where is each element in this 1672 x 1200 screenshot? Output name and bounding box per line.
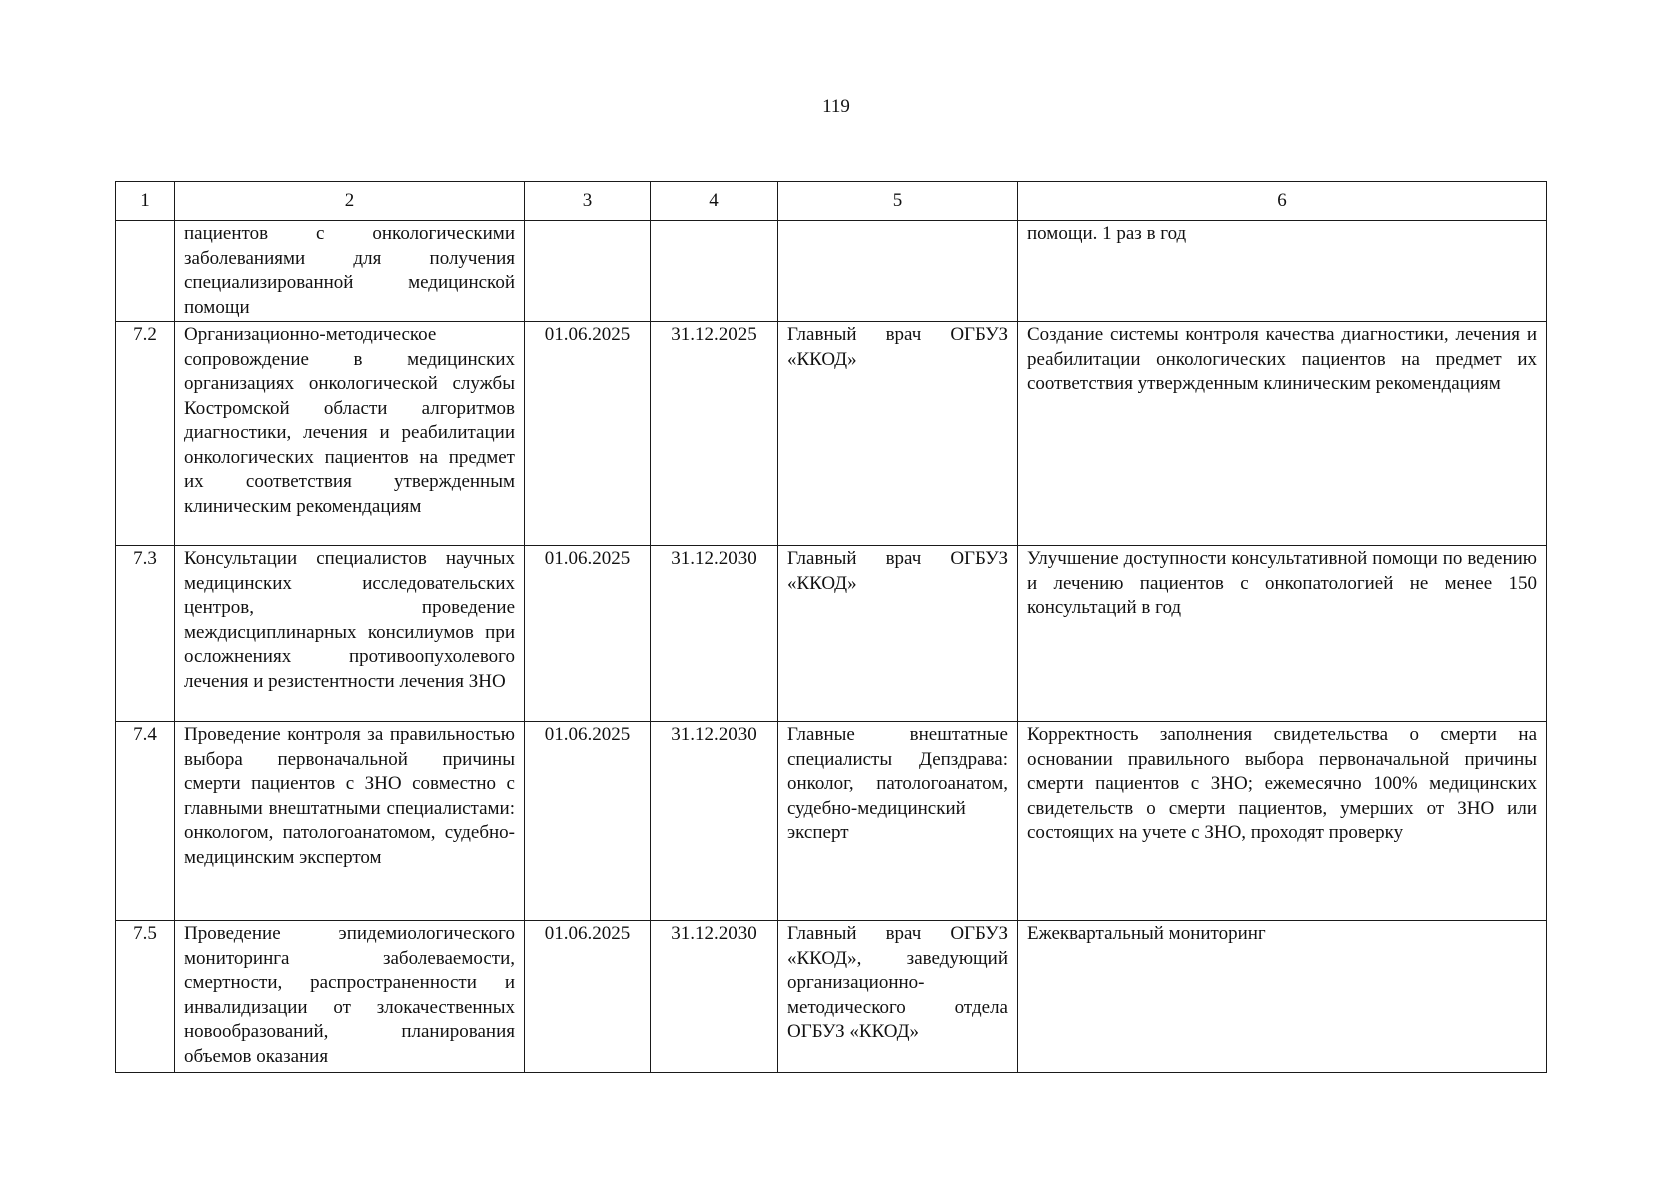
expected-result: Улучшение доступности консультативной помощи по ведению и лечению пациентов с онкопатологией не менее 150 консультаций в год	[1018, 546, 1547, 722]
expected-result: Корректность заполнения свидетельства о смерти на основании правильного выбора первоначальной причины смерти пациентов с ЗНО; ежемесячно 100% медицинских свидетельств о смерти пациентов, умерших от ЗНО или состоящих на учете с ЗНО, проходят проверку	[1018, 722, 1547, 921]
expected-result: помощи. 1 раз в год	[1018, 221, 1547, 322]
header-col-1: 1	[116, 182, 175, 221]
header-col-6: 6	[1018, 182, 1547, 221]
table-row	[116, 546, 1547, 722]
event-description: Проведение эпидемиологического мониторинга заболеваемости, смертности, распространенности и инвалидизации от злокачественных новообразований, планирования объемов оказания	[175, 921, 525, 1073]
responsible	[778, 221, 1018, 322]
start-date: 01.06.2025	[525, 546, 651, 722]
end-date: 31.12.2030	[651, 921, 778, 1073]
end-date: 31.12.2030	[651, 722, 778, 921]
table-row	[116, 921, 1547, 1073]
table-row	[116, 322, 1547, 546]
start-date: 01.06.2025	[525, 921, 651, 1073]
table-row	[116, 221, 1547, 322]
header-col-2: 2	[175, 182, 525, 221]
start-date: 01.06.2025	[525, 322, 651, 546]
end-date: 31.12.2025	[651, 322, 778, 546]
expected-result: Ежеквартальный мониторинг	[1018, 921, 1547, 1073]
row-number: 7.2	[116, 322, 175, 546]
header-col-3: 3	[525, 182, 651, 221]
start-date: 01.06.2025	[525, 722, 651, 921]
header-col-4: 4	[651, 182, 778, 221]
table-header-row	[116, 182, 1547, 221]
event-description: Проведение контроля за правильностью выбора первоначальной причины смерти пациентов с ЗНО совместно с главными внештатными специалистами: онкологом, патологоанатомом, судебно-медицинским экспертом	[175, 722, 525, 921]
page-number: 119	[822, 96, 850, 117]
event-description: Организационно-методическое сопровождение в медицинских организациях онкологической службы Костромской области алгоритмов диагностики, лечения и реабилитации онкологических пациентов на предмет их соответствия утвержденным клиническим рекомендациям	[175, 322, 525, 546]
header-col-5: 5	[778, 182, 1018, 221]
event-description: пациентов с онкологическими заболеваниями для получения специализированной медицинской помощи	[175, 221, 525, 322]
responsible: Главный врач ОГБУЗ «ККОД»	[778, 322, 1018, 546]
row-number: 7.5	[116, 921, 175, 1073]
row-number	[116, 221, 175, 322]
row-number: 7.4	[116, 722, 175, 921]
end-date	[651, 221, 778, 322]
event-description: Консультации специалистов научных медицинских исследовательских центров, проведение междисциплинарных консилиумов при осложнениях противоопухолевого лечения и резистентности лечения ЗНО	[175, 546, 525, 722]
responsible: Главные внештатные специалисты Депздрава: онколог, патологоанатом, судебно-медицинский эксперт	[778, 722, 1018, 921]
responsible: Главный врач ОГБУЗ «ККОД»	[778, 546, 1018, 722]
row-number: 7.3	[116, 546, 175, 722]
plan-table	[115, 181, 1547, 1073]
end-date: 31.12.2030	[651, 546, 778, 722]
table-row	[116, 722, 1547, 921]
expected-result: Создание системы контроля качества диагностики, лечения и реабилитации онкологических пациентов на предмет их соответствия утвержденным клиническим рекомендациям	[1018, 322, 1547, 546]
responsible: Главный врач ОГБУЗ «ККОД», заведующий организационно-методического отдела ОГБУЗ «ККОД»	[778, 921, 1018, 1073]
start-date	[525, 221, 651, 322]
